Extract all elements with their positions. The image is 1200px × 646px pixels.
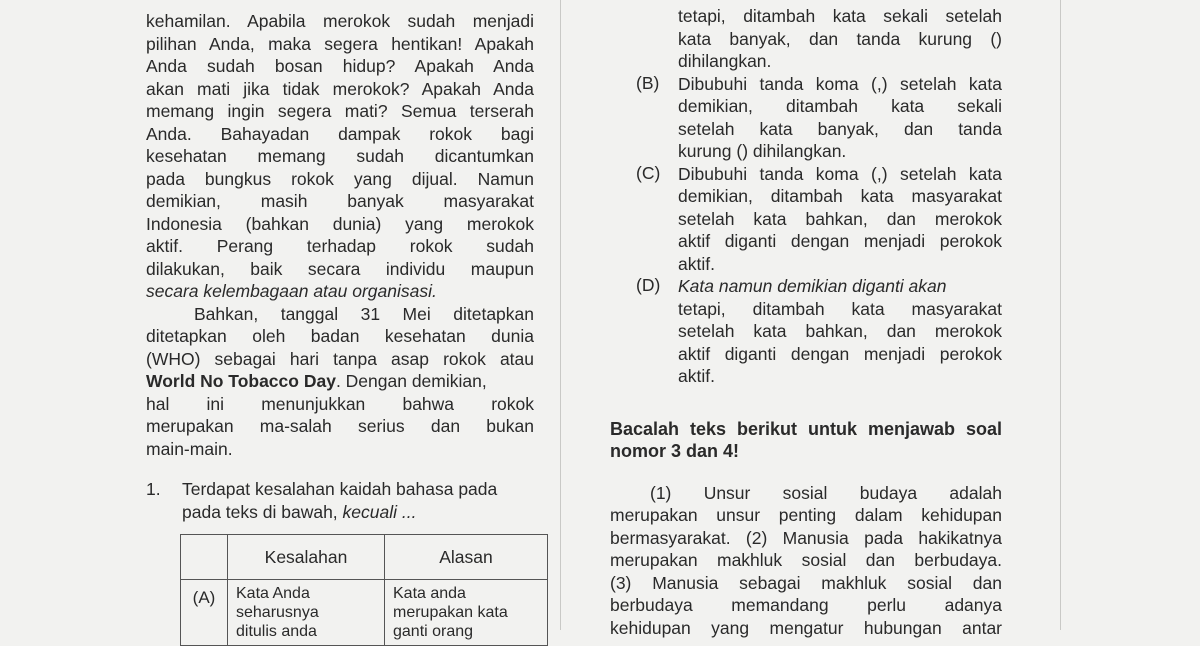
text-line: pada bungkus rokok yang dijual. Namun — [146, 168, 534, 189]
text-line: kata banyak, dan tanda kurung () — [678, 28, 1002, 49]
row-label: (A) — [181, 580, 228, 646]
text-line: Indonesia (bahkan dunia) yang merokok — [146, 213, 534, 234]
passage-line: kehidupan yang mengatur hubungan antar — [610, 617, 1002, 638]
text-line: pilihan Anda, maka segera hentikan! Apakah — [146, 33, 534, 54]
text-line: dilakukan, baik secara individu maupun — [146, 258, 534, 279]
option-letter: (C) — [636, 162, 661, 183]
page-gutter — [560, 0, 561, 630]
text-line: aktif. — [678, 366, 715, 386]
option-d — [636, 275, 1002, 388]
question-line-b: kecuali ... — [342, 501, 417, 522]
wntd-bold: World No Tobacco Day — [146, 371, 336, 391]
passage-line: (1) Unsur sosial budaya adalah — [650, 482, 1002, 503]
text-line: aktif. — [678, 253, 715, 274]
text-line: demikian, ditambah kata sekali — [678, 96, 1002, 116]
text-line: merupakan ma-salah serius dan bukan — [146, 416, 534, 436]
text-line: akan mati jika tidak merokok? Apakah Anda — [146, 78, 534, 99]
text-line: main-main. — [146, 438, 233, 459]
table-cell — [228, 580, 385, 646]
text-line: Bahkan, tanggal 31 Mei ditetapkan — [194, 303, 534, 324]
text-line: setelah kata bahkan, dan merokok — [678, 208, 1002, 229]
text-line: kehamilan. Apabila merokok sudah menjadi — [146, 11, 534, 31]
question-line — [182, 501, 534, 524]
text-line: (WHO) sebagai hari tanpa asap rokok atau — [146, 348, 534, 369]
right-column — [610, 0, 1002, 639]
text-line: tetapi, ditambah kata sekali setelah — [678, 6, 1002, 26]
cell-line: Kata Anda — [236, 585, 310, 602]
cell-line: merupakan kata — [393, 604, 508, 621]
table-header-blank — [181, 535, 228, 580]
text-line: aktif diganti dengan menjadi perokok — [678, 343, 1002, 364]
table-header-row — [181, 535, 548, 580]
bleed-through-line — [1060, 0, 1061, 630]
text-line: setelah kata bahkan, dan merokok — [678, 321, 1002, 341]
option-letter: (D) — [636, 275, 661, 295]
section-heading: Bacalah teks berikut untuk menjawab soal — [610, 418, 1002, 439]
text-line: demikian, ditambah kata masyarakat — [678, 186, 1002, 206]
text-line: kesehatan memang sudah dicantumkan — [146, 146, 534, 166]
cell-line: ganti orang — [393, 623, 474, 640]
passage-line: (3) Manusia sebagai makhluk sosial dan — [610, 572, 1002, 593]
text-line: kurung () dihilangkan. — [678, 141, 847, 161]
question-text — [182, 478, 534, 523]
cell-line: seharusnya — [236, 604, 319, 621]
text-line: Kata namun demikian diganti akan — [678, 276, 947, 296]
cell-line: Kata anda — [393, 585, 466, 602]
question-line-a: pada teks di bawah, — [182, 501, 343, 522]
cell-line: ditulis anda — [236, 623, 317, 640]
passage-line: bermasyarakat. (2) Manusia pada hakikatnya — [610, 527, 1002, 548]
option-b — [636, 72, 1002, 163]
text-line: Dibubuhi tanda koma (,) setelah kata — [678, 73, 1002, 94]
table-header-kesalahan: Kesalahan — [228, 535, 385, 580]
left-column — [146, 0, 534, 460]
text-line: aktif. Perang terhadap rokok sudah — [146, 236, 534, 256]
text-line: aktif diganti dengan menjadi perokok — [678, 231, 1002, 251]
text-line: demikian, masih banyak masyarakat — [146, 191, 534, 211]
text-line: Dibubuhi tanda koma (,) setelah kata — [678, 163, 1002, 184]
text-line: hal ini menunjukkan bahwa rokok — [146, 393, 534, 414]
table-cell — [385, 580, 548, 646]
text-line: Anda sudah bosan hidup? Apakah Anda — [146, 56, 534, 76]
passage-line: berbudaya memandang perlu adanya — [610, 595, 1002, 615]
wntd-rest: . Dengan demikian, — [335, 371, 487, 391]
passage-line: merupakan makhluk sosial dan berbudaya. — [610, 550, 1002, 570]
text-line: setelah kata banyak, dan tanda — [678, 118, 1002, 139]
text-line: secara kelembagaan atau organisasi. — [146, 281, 437, 301]
table-header-alasan: Alasan — [385, 535, 548, 580]
text-line: ditetapkan oleh badan kesehatan dunia — [146, 326, 534, 346]
table-row — [181, 580, 548, 646]
text-line — [146, 370, 534, 393]
question-number: 1. — [146, 479, 161, 499]
error-table — [180, 534, 548, 646]
text-line: Anda. Bahayadan dampak rokok bagi — [146, 123, 534, 144]
section-heading: nomor 3 dan 4! — [610, 440, 740, 461]
option-c — [636, 162, 1002, 276]
text-line: tetapi, ditambah kata masyarakat — [678, 298, 1002, 319]
text-line: memang ingin segera mati? Semua terserah — [146, 101, 534, 121]
option-letter: (B) — [636, 72, 660, 93]
passage-line: merupakan unsur penting dalam kehidupan — [610, 505, 1002, 525]
text-line: dihilangkan. — [678, 51, 772, 71]
question-line: Terdapat kesalahan kaidah bahasa pada — [182, 479, 498, 499]
